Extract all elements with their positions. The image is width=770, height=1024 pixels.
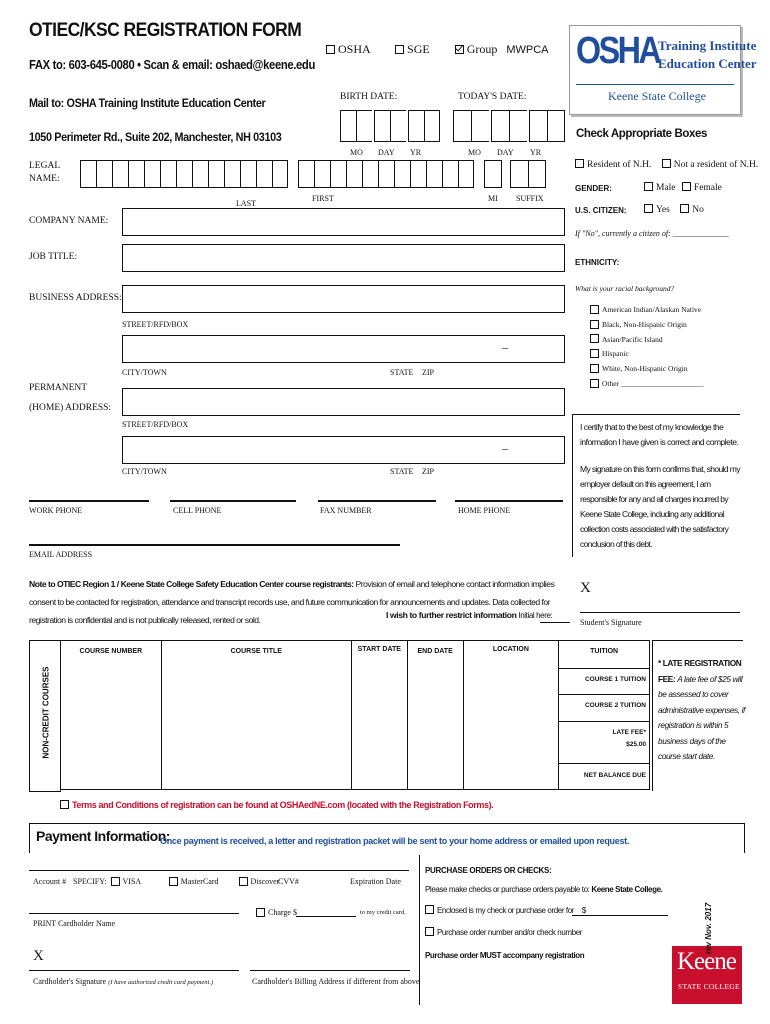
group-checkbox[interactable]: Group [455, 42, 498, 56]
race-option[interactable]: American Indian/Alaskan Native [590, 303, 703, 318]
sge-checkbox[interactable]: SGE [395, 42, 430, 56]
business-zip-label: ZIP [422, 368, 434, 377]
course1-tuition[interactable]: COURSE 1 TUITION [559, 669, 650, 695]
po-must: Purchase order MUST accompany registration [425, 951, 585, 960]
osha-logo-line2: Education Center [658, 56, 757, 71]
student-signature-label: Student's Signature [580, 618, 642, 627]
ethnicity-label: ETHNICITY: [575, 258, 620, 267]
male-checkbox[interactable]: Male [644, 183, 676, 193]
business-city-label: CITY/TOWN [122, 368, 167, 377]
osha-logo [569, 25, 757, 115]
osha-checkbox[interactable]: OSHA [326, 42, 370, 56]
location-col[interactable]: LOCATION [463, 641, 559, 790]
course-table [60, 640, 650, 790]
today-date-label: TODAY'S DATE: [458, 92, 527, 102]
home-city-label: CITY/TOWN [122, 467, 167, 476]
course2-tuition[interactable]: COURSE 2 TUITION [559, 695, 650, 721]
end-date-col[interactable]: END DATE [407, 641, 463, 790]
citizen-label: U.S. CITIZEN: [575, 206, 627, 215]
account-label: Account # [33, 877, 67, 886]
note-body: Provision of email and telephone contact information implies consent to be contacted for registration, attendance and transcript records use, and future communication for announcements and updates. Data collected for registration is confidential and is not publically released, rented or sold. [29, 579, 555, 625]
home-city-field[interactable] [122, 436, 565, 464]
cvv-label: CVV# [278, 877, 299, 886]
home-phone-label: HOME PHONE [458, 506, 511, 515]
home-zip-dash: – [502, 441, 508, 455]
charge-checkbox[interactable]: Charge $ [256, 908, 297, 917]
osha-logo-mark: OSHA [576, 30, 660, 72]
po-title: PURCHASE ORDERS OR CHECKS: [425, 866, 552, 875]
permanent-label-2: (HOME) ADDRESS: [29, 403, 112, 413]
mi-box[interactable] [484, 160, 502, 188]
birth-yr: YR [410, 148, 422, 157]
check-title: Check Appropriate Boxes [576, 128, 707, 140]
citizen-of[interactable]: If "No", currently a citizen of: ______________ [575, 229, 729, 238]
note-bold: Note to OTIEC Region 1 / Keene State College Safety Education Center course registrants: [29, 579, 354, 589]
email-label: EMAIL ADDRESS [29, 550, 93, 559]
po-enclosed-checkbox[interactable]: Enclosed is my check or purchase order for $ [425, 906, 586, 915]
cardholder-signature-note: (I have authorized credit card payment.) [108, 979, 214, 986]
birth-date-label: BIRTH DATE: [340, 92, 398, 102]
cardholder-signature-x: X [33, 948, 44, 964]
terms-line[interactable]: Terms and Conditions of registration can be found at OSHAedNE.com (located with the Registration Forms). [60, 800, 493, 810]
billing-address-line[interactable] [250, 970, 410, 971]
permanent-label-1: PERMANENT [29, 383, 88, 393]
business-street-field[interactable] [122, 285, 565, 313]
resident-checkbox[interactable]: Resident of N.H. [575, 160, 651, 170]
mi-label: MI [488, 194, 498, 203]
cardholder-signature-line[interactable] [29, 970, 239, 971]
today-date-boxes[interactable] [453, 110, 565, 142]
restrict-info: I wish to further restrict information Initial here: [386, 610, 553, 620]
first-name-boxes[interactable] [298, 160, 474, 188]
po-payee: Keene State College. [591, 885, 663, 894]
late-fee-title: * LATE REGISTRATION FEE: [658, 658, 742, 684]
po-number-checkbox[interactable]: Purchase order number and/or check number [425, 928, 582, 937]
to-card-label: to my credit card. [360, 909, 406, 916]
po-amount-line[interactable] [572, 915, 668, 916]
revision-date: rev Nov. 2017 [704, 902, 713, 954]
keene-logo-word: Keene [677, 948, 736, 975]
visa-checkbox[interactable]: VISA [111, 877, 141, 886]
last-name-boxes[interactable] [80, 160, 288, 188]
today-day: DAY [497, 148, 514, 157]
group-value[interactable]: MWPCA [506, 44, 549, 56]
note-text [29, 575, 569, 629]
start-date-col[interactable]: START DATE [351, 641, 407, 790]
citizen-no-checkbox[interactable]: No [680, 205, 704, 215]
first-label: FIRST [312, 194, 334, 203]
home-street-label: STREET/RFD/BOX [122, 420, 189, 429]
po-dollar: $ [581, 906, 586, 915]
cardholder-signature-label: Cardholder's Signature [33, 977, 107, 986]
business-label: BUSINESS ADDRESS: [29, 293, 122, 303]
race-option[interactable]: White, Non-Hispanic Origin [590, 362, 703, 377]
payment-title: Payment Information: [36, 828, 170, 844]
net-balance-cell[interactable]: NET BALANCE DUE [559, 763, 650, 789]
program-options [326, 42, 549, 57]
form-title: OTIEC/KSC REGISTRATION FORM [29, 20, 302, 41]
specify-label: SPECIFY: [73, 877, 107, 886]
gender-label: GENDER: [575, 184, 612, 193]
cell-phone-label: CELL PHONE [173, 506, 222, 515]
today-mo: MO [468, 148, 481, 157]
job-label: JOB TITLE: [29, 252, 78, 262]
certify-text-2: My signature on this form confirms that, should my employer default on this agreement, I am responsible for any and all charges incurred by Keene State College, including any additional collection costs associated with the satisfactory conclusion of this debt. [580, 464, 740, 549]
suffix-label: SUFFIX [516, 194, 544, 203]
legal-name-label: LEGAL NAME: [29, 161, 60, 184]
late-fee-cell[interactable]: LATE FEE* $25.00 [559, 721, 650, 763]
initial-line[interactable] [540, 622, 570, 623]
birth-date-boxes[interactable] [340, 110, 440, 142]
fax-line: FAX to: 603-645-0080 • Scan & email: oshaed@keene.edu [29, 58, 315, 72]
business-zip-dash: – [502, 340, 508, 354]
last-label: LAST [236, 199, 256, 208]
business-city-field[interactable] [122, 335, 565, 363]
mail-address: 1050 Perimeter Rd., Suite 202, Manchester, NH 03103 [29, 130, 282, 144]
fax-number-label: FAX NUMBER [320, 506, 372, 515]
birth-day: DAY [378, 148, 395, 157]
course-number-col[interactable]: COURSE NUMBER [61, 641, 162, 790]
birth-mo: MO [350, 148, 363, 157]
race-option[interactable]: Other ______________________ [590, 377, 703, 392]
print-name-label: PRINT Cardholder Name [33, 919, 116, 928]
race-option[interactable]: Black, Non-Hispanic Origin [590, 318, 703, 333]
osha-logo-college: Keene State College [608, 89, 706, 103]
non-credit-side-label: NON-CREDIT COURSES [41, 666, 51, 759]
business-street-label: STREET/RFD/BOX [122, 320, 189, 329]
race-option[interactable]: Asian/Pacific Island [590, 333, 703, 348]
race-question: What is your racial background? [575, 284, 675, 293]
race-list [590, 303, 703, 392]
work-phone-label: WORK PHONE [29, 506, 83, 515]
account-line[interactable] [29, 870, 409, 871]
job-field[interactable] [122, 244, 565, 272]
home-state-label: STATE [390, 467, 414, 476]
course-title-col[interactable]: COURSE TITLE [161, 641, 351, 790]
home-zip-label: ZIP [422, 467, 434, 476]
female-checkbox[interactable]: Female [682, 183, 722, 193]
billing-address-label: Cardholder's Billing Address if different from above [252, 977, 420, 986]
discover-checkbox[interactable]: Discover [239, 877, 280, 886]
citizen-yes-checkbox[interactable]: Yes [644, 205, 670, 215]
late-fee-text: A late fee of $25 will be assessed to cover administrative expenses, if registration is within 5 business days of the course start date. [658, 673, 745, 761]
keene-logo-college: STATE COLLEGE [678, 982, 740, 991]
po-payable: Please make checks or purchase orders payable to: [425, 885, 590, 894]
certify-text-1: I certify that to the best of my knowledge the information I have given is correct and complete. [580, 422, 739, 447]
expiration-label: Expiration Date [350, 877, 401, 886]
tuition-header: TUITION [590, 648, 619, 655]
suffix-boxes[interactable] [510, 160, 546, 188]
mastercard-checkbox[interactable]: MasterCard [169, 877, 219, 886]
business-state-label: STATE [390, 368, 414, 377]
today-yr: YR [530, 148, 542, 157]
home-street-field[interactable] [122, 388, 565, 416]
student-signature-x: X [580, 580, 591, 596]
keene-logo [672, 946, 742, 1004]
charge-amount-line[interactable] [296, 916, 356, 917]
company-field[interactable] [122, 208, 565, 236]
student-signature-line[interactable] [580, 612, 740, 613]
mail-to: Mail to: OSHA Training Institute Education Center [29, 96, 266, 110]
cardholder-name-line[interactable] [29, 913, 239, 914]
company-label: COMPANY NAME: [29, 216, 109, 226]
race-option[interactable]: Hispanic [590, 347, 703, 362]
payment-subtitle: Once payment is received, a letter and registration packet will be sent to your home address or emailed upon request. [160, 836, 630, 846]
nonresident-checkbox[interactable]: Not a resident of N.H. [662, 160, 758, 170]
osha-logo-line1: Training Institute [658, 38, 757, 53]
